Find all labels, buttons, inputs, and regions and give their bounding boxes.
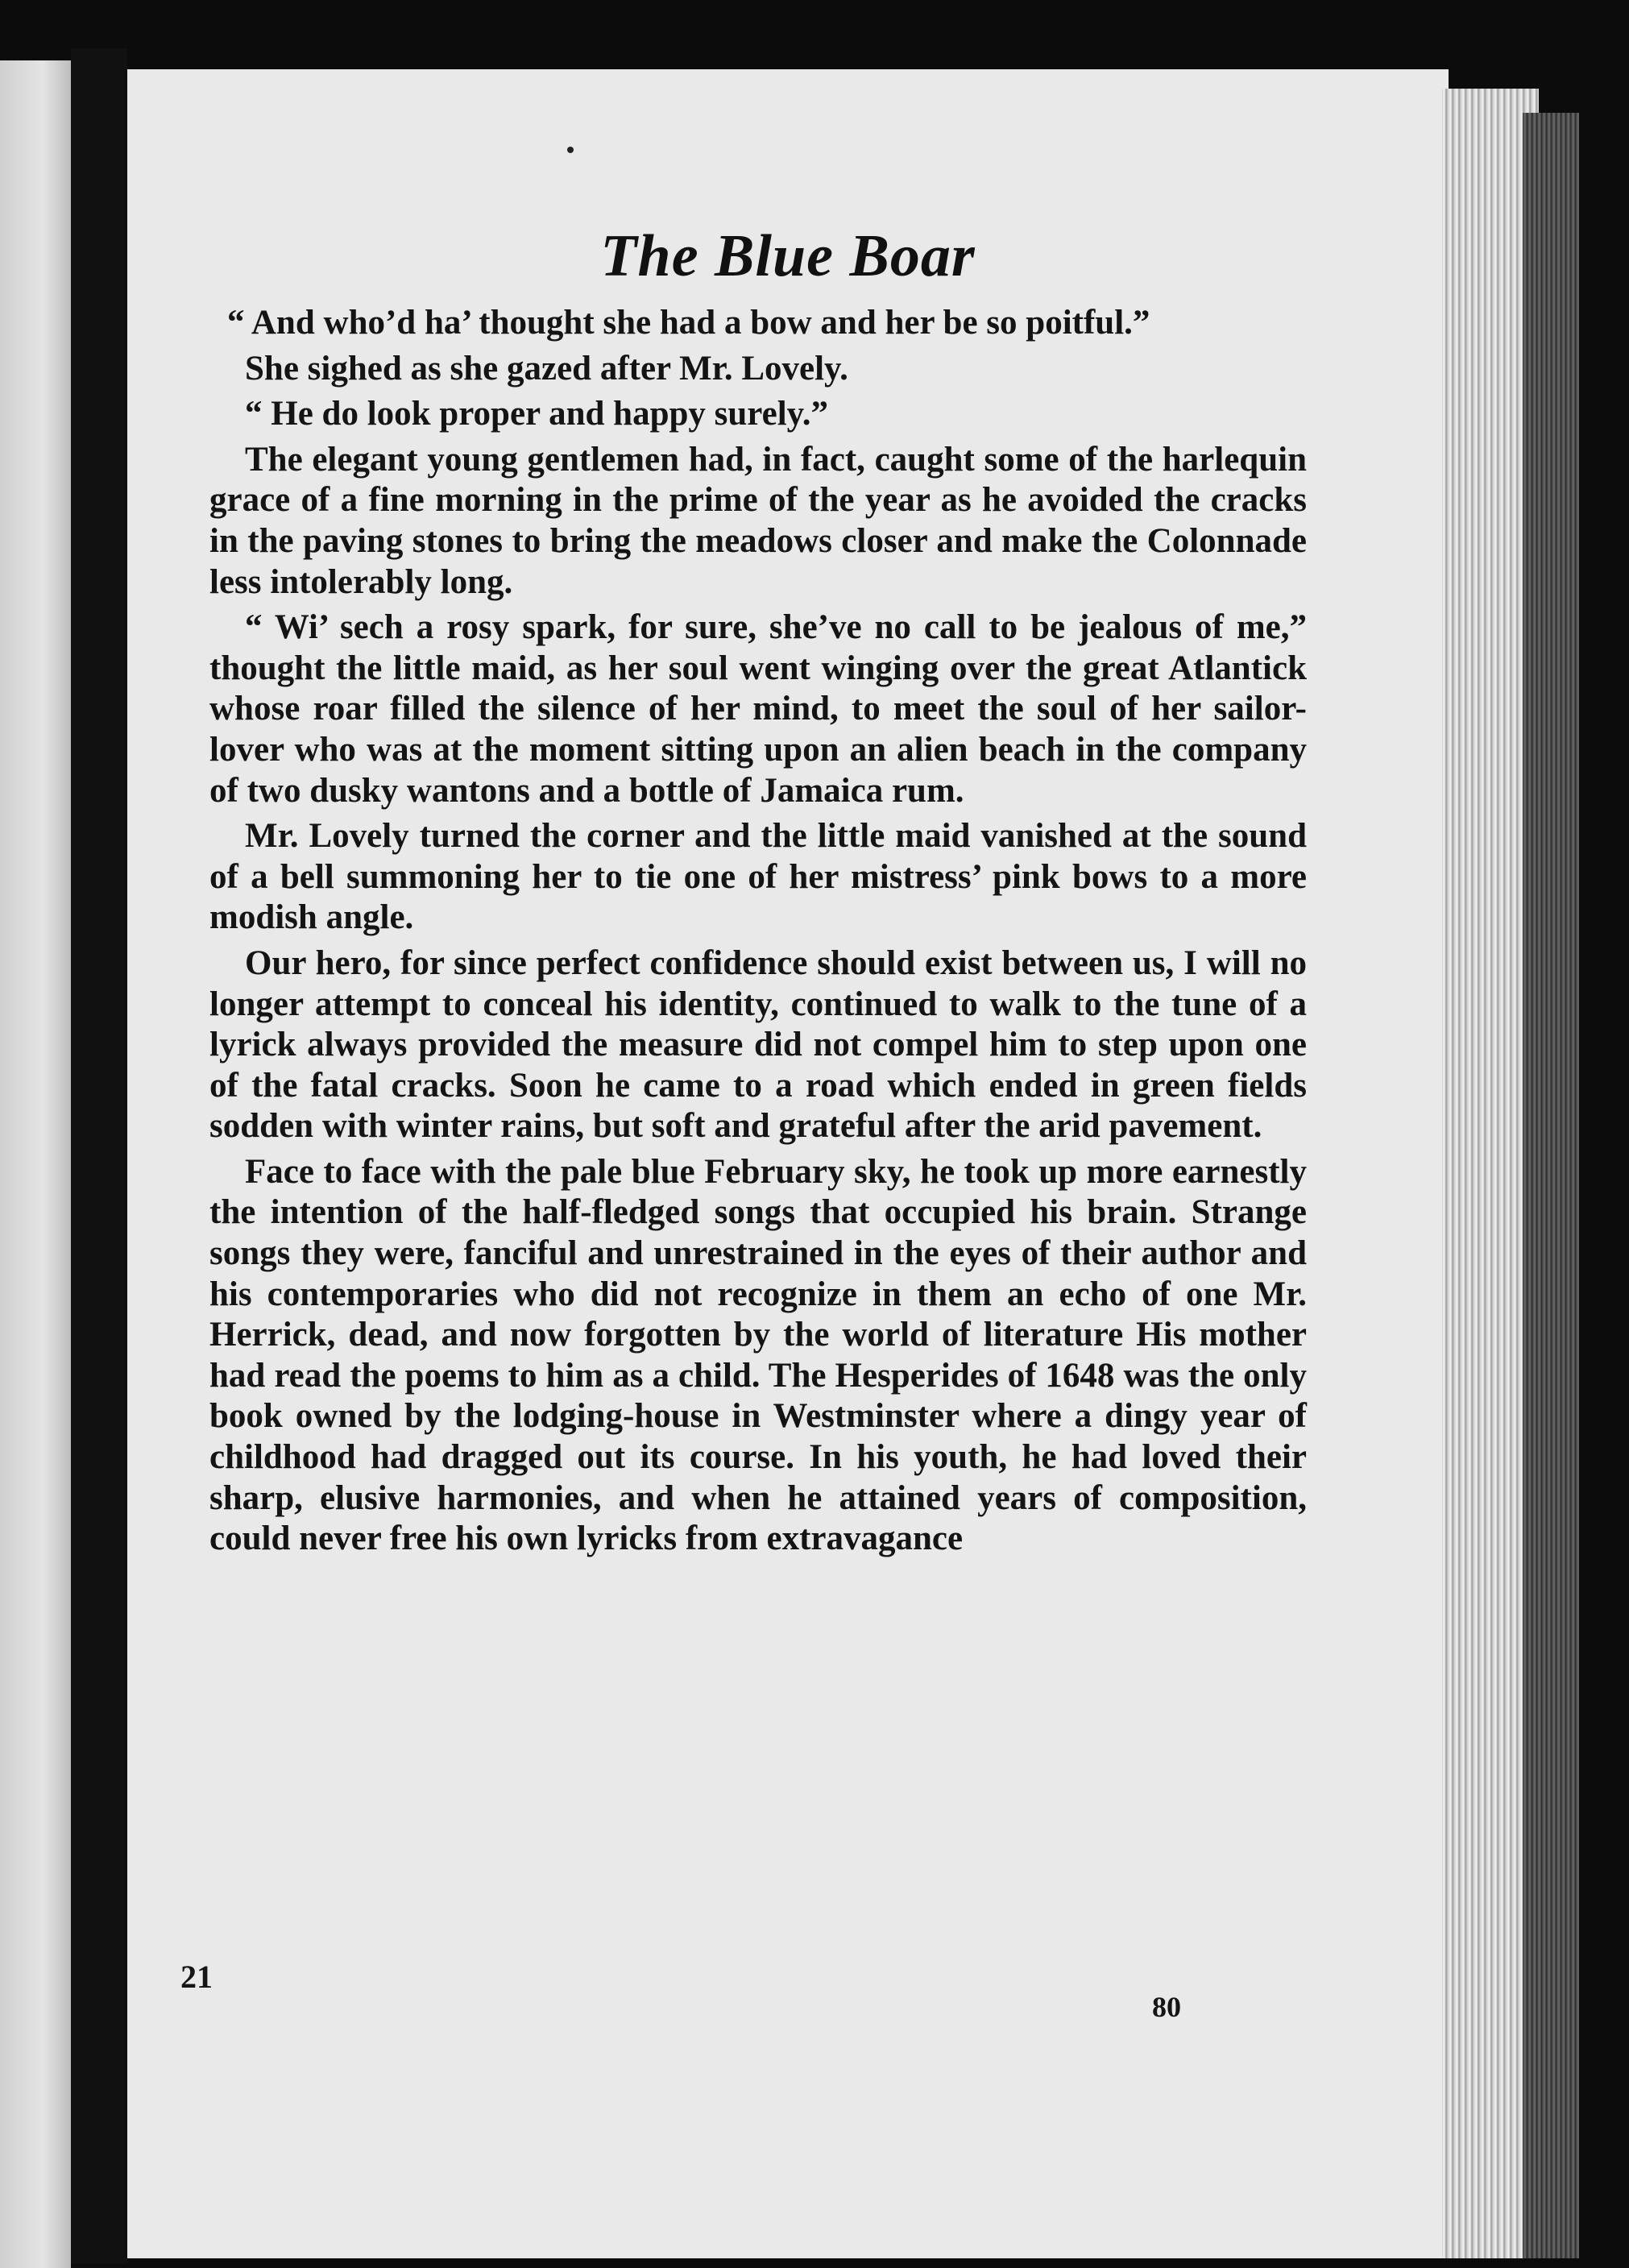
- page-number: 80: [1152, 1991, 1181, 2023]
- page-block-shadow: [1523, 113, 1579, 2258]
- paragraph-6: Mr. Lovely turned the corner and the little maid vanished at the sound of a bell summoning her to tie one of her mistress’ pink bows to a more modish angle.: [209, 817, 1307, 937]
- paragraph-1: “ And who’d ha’ thought she had a bow and her be so poitful.”: [227, 304, 1150, 342]
- page-body: [209, 303, 1307, 1565]
- paragraph-7: Our hero, for since perfect confidence should exist between us, I will no longer attempt to conceal his identity, continued to walk to the tune of a lyrick always provided the measure did not compel him to step upon one of the fatal cracks. Soon he came to a road which ended in green fields sodden with winter rains, but soft and grateful after the arid pavement.: [209, 943, 1307, 1146]
- book-gutter: [71, 48, 127, 2264]
- speck-mark: [567, 147, 574, 153]
- paragraph-5: “ Wi’ sech a rosy spark, for sure, she’ve no call to be jealous of me,” thought the little maid, as her soul went winging over the great Atlantick whose roar filled the silence of her mind, to meet the soul of her sailor-lover who was at the moment sitting upon an alien beach in the company of two dusky wantons and a bottle of Jamaica rum.: [209, 608, 1307, 810]
- paragraph-3: “ He do look proper and happy surely.”: [245, 395, 829, 433]
- running-title: The Blue Boar: [600, 223, 976, 289]
- signature-mark: 21: [180, 1959, 213, 1995]
- book-page: [127, 69, 1449, 2258]
- facing-page-edge: [0, 60, 71, 2268]
- paragraph-4: The elegant young gentlemen had, in fact, caught some of the harlequin grace of a fine morning in the prime of the year as he avoided the cracks in the paving stones to bring the meadows closer and make the Colonnade less intolerably long.: [209, 440, 1307, 601]
- paragraph-2: She sighed as she gazed after Mr. Lovely.: [245, 349, 848, 388]
- paragraph-8: Face to face with the pale blue February sky, he took up more earnestly the intention of the half-fledged songs that occupied his brain. Strange songs they were, fanciful and unrestrained in the eyes of their author and his contemporaries who did not recognize in them an echo of one Mr. Herrick, dead, and now forgotten by the world of literature His mother had read the poems to him as a child. The Hesperides of 1648 was the only book owned by the lodging-house in Westminster where a dingy year of childhood had dragged out its course. In his youth, he had loved their sharp, elusive harmonies, and when he attained years of composition, could never free his own lyricks from extravagance: [209, 1152, 1307, 1558]
